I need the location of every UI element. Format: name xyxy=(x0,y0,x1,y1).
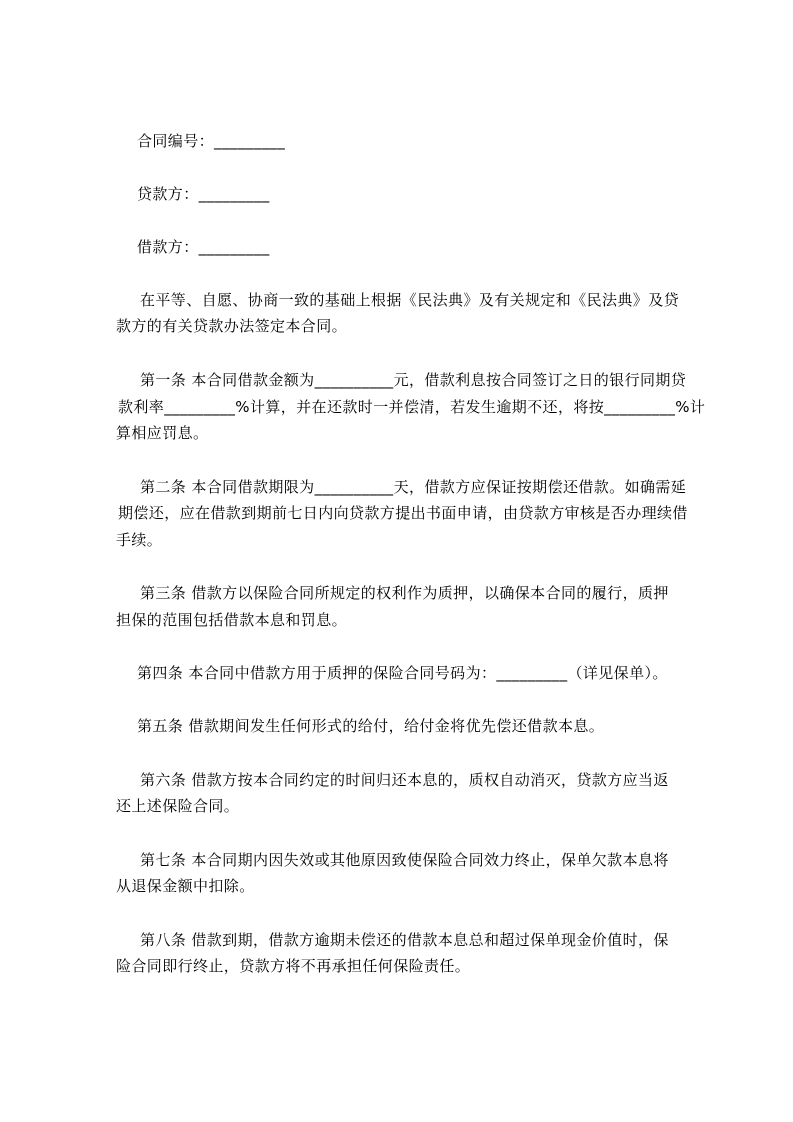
article-2-line-2: 期偿还，应在借款到期前七日内向贷款方提出书面申请，由贷款方审核是否办理续借 xyxy=(118,504,688,522)
preamble-line-2: 款方的有关贷款办法签定本合同。 xyxy=(116,317,348,335)
article-3-line-2: 担保的范围包括借款本息和罚息。 xyxy=(116,611,348,629)
borrower-line: 借款方：_________ xyxy=(137,238,270,256)
article-2-line-3: 手续。 xyxy=(116,531,163,549)
preamble-line-1: 在平等、自愿、协商一致的基础上根据《民法典》及有关规定和《民法典》及贷 xyxy=(140,291,680,309)
article-7-line-1: 第七条 本合同期内因失效或其他原因致使保险合同效力终止，保单欠款本息将 xyxy=(140,851,669,869)
article-5-line-1: 第五条 借款期间发生任何形式的给付，给付金将优先偿还借款本息。 xyxy=(137,717,605,735)
article-2-line-1: 第二条 本合同借款期限为__________天，借款方应保证按期偿还借款。如确需延 xyxy=(140,478,687,496)
article-1-line-1: 第一条 本合同借款金额为__________元，借款利息按合同签订之日的银行同期贷 xyxy=(140,371,687,389)
lender-line: 贷款方：_________ xyxy=(137,185,270,203)
article-8-line-2: 险合同即行终止，贷款方将不再承担任何保险责任。 xyxy=(116,957,471,975)
article-6-line-2: 还上述保险合同。 xyxy=(116,797,240,815)
article-1-line-3: 算相应罚息。 xyxy=(116,424,209,442)
article-4-line-1: 第四条 本合同中借款方用于质押的保险合同号码为：_________（详见保单）。 xyxy=(137,664,668,682)
contract-number-line: 合同编号：_________ xyxy=(137,132,286,150)
article-7-line-2: 从退保金额中扣除。 xyxy=(116,877,255,895)
article-1-line-2: 款利率_________%计算，并在还款时一并偿清，若发生逾期不还，将按_________%计 xyxy=(118,398,706,416)
article-3-line-1: 第三条 借款方以保险合同所规定的权利作为质押，以确保本合同的履行，质押 xyxy=(140,584,669,602)
article-6-line-1: 第六条 借款方按本合同约定的时间归还本息的，质权自动消灭，贷款方应当返 xyxy=(140,771,669,789)
article-8-line-1: 第八条 借款到期，借款方逾期未偿还的借款本息总和超过保单现金价值时，保 xyxy=(140,931,669,949)
